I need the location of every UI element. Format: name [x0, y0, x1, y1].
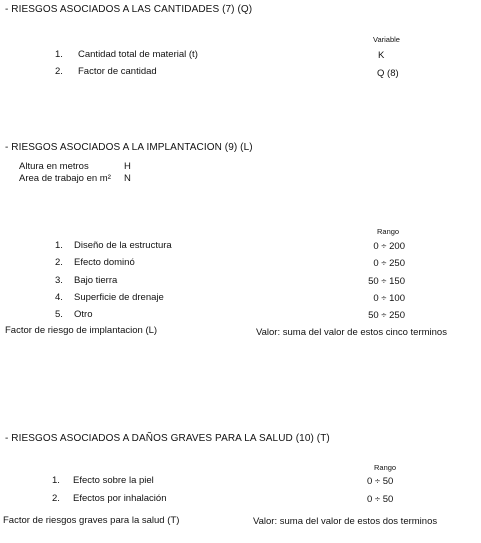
- item-label-otro: Otro: [74, 309, 93, 320]
- column-header-rango: Rango: [374, 463, 397, 472]
- item-label-efecto-piel: Efecto sobre la piel: [73, 475, 154, 486]
- item-label-cantidad-total: Cantidad total de material (t): [78, 49, 198, 60]
- item-value-k: K: [378, 50, 385, 61]
- var-symbol-h: H: [124, 161, 131, 172]
- var-label-area: Area de trabajo en m²: [19, 173, 111, 184]
- item-range: 0 ÷ 250: [373, 258, 405, 269]
- var-label-altura: Altura en metros: [19, 161, 89, 172]
- item-number: 2.: [55, 66, 63, 77]
- item-number: 2.: [52, 493, 60, 504]
- item-number: 1.: [52, 475, 60, 486]
- item-range: 0 ÷ 50: [367, 476, 394, 487]
- item-label-diseno: Diseño de la estructura: [74, 240, 172, 251]
- column-header-rango: Rango: [377, 227, 400, 236]
- item-range: 0 ÷ 100: [373, 293, 405, 304]
- item-label-factor-cantidad: Factor de cantidad: [78, 66, 157, 77]
- factor-value-salud: Valor: suma del valor de estos dos terminos: [253, 516, 438, 527]
- item-label-efecto-domino: Efecto dominó: [74, 257, 135, 268]
- item-number: 4.: [55, 292, 63, 303]
- section-heading-cantidades: - RIESGOS ASOCIADOS A LAS CANTIDADES (7) (Q): [5, 4, 253, 15]
- item-label-bajo-tierra: Bajo tierra: [74, 275, 118, 286]
- item-number: 3.: [55, 275, 63, 286]
- factor-label-implantacion: Factor de riesgo de implantacion (L): [5, 325, 158, 336]
- item-range: 0 ÷ 50: [367, 494, 394, 505]
- item-number: 1.: [55, 240, 63, 251]
- item-label-superficie-drenaje: Superficie de drenaje: [74, 292, 164, 303]
- item-range: 50 ÷ 150: [368, 276, 405, 287]
- item-number: 2.: [55, 257, 63, 268]
- factor-value-implantacion: Valor: suma del valor de estos cinco terminos: [256, 327, 447, 338]
- column-header-variable: Variable: [373, 35, 400, 44]
- factor-label-salud: Factor de riesgos graves para la salud (T): [3, 515, 180, 526]
- section-heading-salud: - RIESGOS ASOCIADOS A DAÑOS GRAVES PARA LA SALUD (10) (T): [5, 433, 330, 444]
- item-label-efectos-inhalacion: Efectos por inhalación: [73, 493, 167, 504]
- var-symbol-n: N: [124, 173, 131, 184]
- item-number: 1.: [55, 49, 63, 60]
- item-range: 0 ÷ 200: [373, 241, 405, 252]
- item-value-q: Q (8): [377, 68, 399, 79]
- section-heading-implantacion: - RIESGOS ASOCIADOS A LA IMPLANTACION (9) (L): [5, 142, 253, 153]
- item-range: 50 ÷ 250: [368, 310, 405, 321]
- item-number: 5.: [55, 309, 63, 320]
